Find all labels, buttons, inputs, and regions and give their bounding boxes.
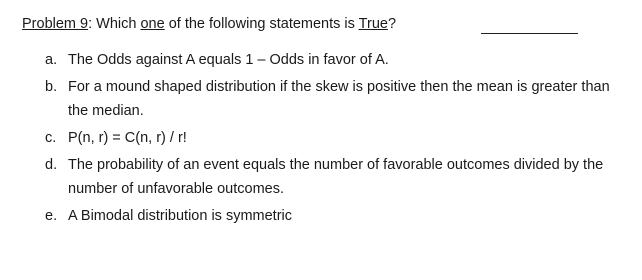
option-c — [45, 126, 620, 150]
options-list — [45, 48, 620, 231]
question-emphasis: one — [140, 16, 165, 32]
question-prefix: Which — [96, 16, 141, 32]
option-text: P(n, r) = C(n, r) / r! — [68, 130, 187, 146]
question-answer-word: True — [358, 16, 388, 32]
question-middle: of the following statements is — [164, 16, 359, 32]
option-b — [45, 75, 620, 123]
option-text: The probability of an event equals the number of favorable outcomes divided by the number of unfavorable outcomes. — [68, 157, 604, 197]
option-text: For a mound shaped distribution if the skew is positive then the mean is greater than the median. — [68, 79, 610, 119]
problem-number: Problem 9 — [22, 16, 89, 32]
option-e — [45, 204, 620, 228]
option-letter: e. — [45, 208, 58, 224]
option-letter: c. — [45, 130, 57, 146]
option-text: The Odds against A equals 1 – Odds in favor of A. — [68, 52, 389, 68]
question-colon: : — [88, 16, 97, 32]
option-letter: d. — [45, 157, 58, 173]
question-suffix: ? — [387, 16, 397, 32]
option-letter: a. — [45, 52, 58, 68]
answer-blank[interactable] — [481, 33, 578, 34]
option-letter: b. — [45, 79, 58, 95]
option-text: A Bimodal distribution is symmetric — [68, 208, 293, 224]
option-d — [45, 153, 620, 201]
option-a — [45, 48, 620, 72]
question-prompt — [22, 14, 622, 34]
